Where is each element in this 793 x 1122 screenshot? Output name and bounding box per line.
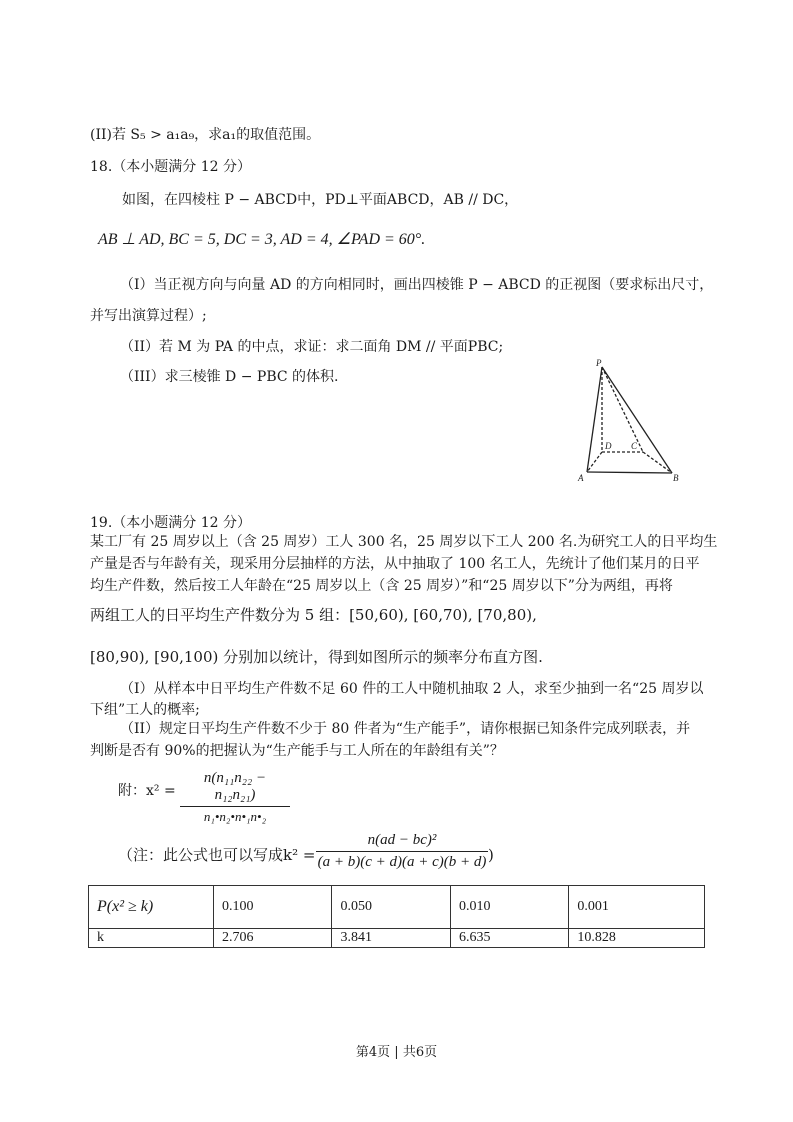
label-a: A bbox=[578, 473, 584, 483]
q18-part1-b: 并写出演算过程）; bbox=[90, 308, 207, 324]
q19-heading: 19.（本小题满分 12 分） bbox=[90, 515, 251, 531]
table-cell: k bbox=[89, 929, 214, 948]
table-cell: 3.841 bbox=[332, 929, 450, 948]
note-numerator: n(ad − bc)² bbox=[316, 832, 488, 852]
table-row bbox=[89, 886, 705, 929]
q19-line-4: 两组工人的日平均生产件数分为 5 组：[50,60), [60,70), [70,80), bbox=[90, 606, 537, 624]
chi-square-formula bbox=[180, 770, 290, 825]
label-b: B bbox=[673, 473, 679, 483]
note-formula bbox=[316, 832, 488, 871]
q19-line-5: [80,90), [90,100) 分别加以统计，得到如图所示的频率分布直方图. bbox=[90, 648, 543, 666]
table-row bbox=[89, 929, 705, 948]
pyramid-figure bbox=[570, 355, 690, 485]
q19-line-3: 均生产件数，然后按工人年龄在“25 周岁以上（含 25 周岁）”和“25 周岁以下”分为两组，再将 bbox=[90, 578, 673, 594]
table-cell: 0.001 bbox=[569, 886, 705, 929]
q18-conditions: AB ⊥ AD, BC = 5, DC = 3, AD = 4, ∠PAD = 60°. bbox=[98, 231, 426, 248]
q19-part1-b: 下组”工人的概率; bbox=[90, 702, 200, 718]
q18-part3: （III）求三棱锥 D − PBC 的体积. bbox=[120, 369, 339, 385]
table-cell: 6.635 bbox=[450, 929, 568, 948]
formula-denominator: n₁•n₂•n•₁n•₂ bbox=[203, 809, 267, 824]
q19-line-2: 产量是否与年龄有关，现采用分层抽样的方法，从中抽取了 100 名工人，先统计了他们某月的日平 bbox=[90, 556, 700, 572]
label-d: D bbox=[605, 441, 612, 451]
q18-heading: 18.（本小题满分 12 分） bbox=[90, 159, 251, 175]
q18-part1-a: （I）当正视方向与向量 AD 的方向相同时，画出四棱锥 P − ABCD 的正视图（要求标出尺寸， bbox=[120, 277, 714, 293]
note-prefix: （注：此公式也可以写成k² = bbox=[118, 846, 316, 864]
label-p: P bbox=[596, 358, 602, 368]
formula-numerator: n(n₁₁n₂₂ − n₁₂n₂₁) bbox=[180, 770, 290, 807]
q17-part2: (II)若 S₅ > a₁a₉，求a₁的取值范围。 bbox=[90, 127, 321, 143]
table-cell: 0.050 bbox=[332, 886, 450, 929]
table-cell: P(x² ≥ k) bbox=[89, 886, 214, 929]
page-footer: 第4页 | 共6页 bbox=[355, 1045, 438, 1060]
q19-part2-b: 判断是否有 90%的把握认为“生产能手与工人所在的年龄组有关”？ bbox=[90, 743, 504, 759]
critical-value-table bbox=[88, 885, 705, 948]
table-cell: 2.706 bbox=[214, 929, 332, 948]
note-denominator: (a + b)(c + d)(a + c)(b + d) bbox=[317, 854, 487, 870]
label-c: C bbox=[631, 441, 638, 451]
table-cell: 0.010 bbox=[450, 886, 568, 929]
q18-intro: 如图，在四棱柱 P − ABCD中，PD⊥平面ABCD，AB // DC， bbox=[122, 192, 519, 208]
note-suffix: ) bbox=[488, 846, 494, 864]
q18-part2: （II）若 M 为 PA 的中点，求证：求二面角 DM // 平面PBC; bbox=[120, 339, 504, 355]
q19-line-1: 某工厂有 25 周岁以上（含 25 周岁）工人 300 名，25 周岁以下工人 200 名.为研究工人的日平均生 bbox=[90, 534, 718, 550]
table-cell: 10.828 bbox=[569, 929, 705, 948]
formula-prefix: 附：x² = bbox=[118, 783, 176, 799]
q19-part2-a: （II）规定日平均生产件数不少于 80 件者为“生产能手”，请你根据已知条件完成列联表，并 bbox=[120, 721, 691, 737]
table-cell: 0.100 bbox=[214, 886, 332, 929]
q19-part1-a: （I）从样本中日平均生产件数不足 60 件的工人中随机抽取 2 人，求至少抽到一名“25 周岁以 bbox=[120, 681, 704, 697]
